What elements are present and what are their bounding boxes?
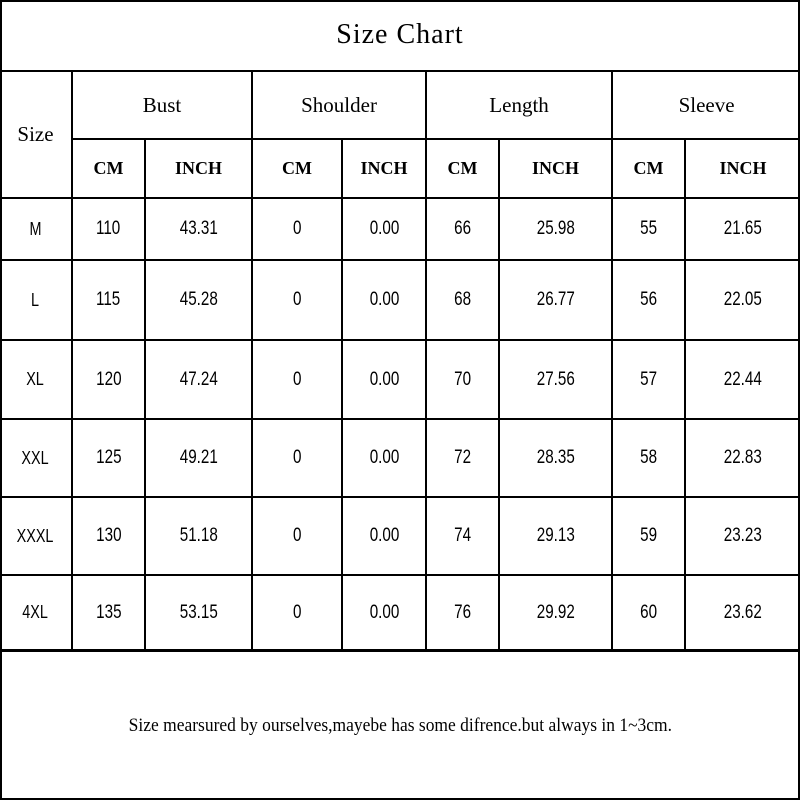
bust-inch-cell: 49.21 bbox=[145, 419, 252, 497]
sleeve-inch-cell: 21.65 bbox=[685, 198, 800, 260]
shoulder-cm-cell: 0 bbox=[252, 419, 342, 497]
shoulder-cm-cell: 0 bbox=[252, 575, 342, 650]
shoulder-inch-cell: 0.00 bbox=[342, 198, 426, 260]
shoulder-header: Shoulder bbox=[252, 72, 426, 139]
measurement-note-text: Size mearsured by ourselves,mayebe has some difrence.but always in 1~3cm. bbox=[128, 715, 672, 736]
table-row bbox=[0, 419, 800, 497]
bust-cm-cell: 125 bbox=[72, 419, 145, 497]
length-cm-cell: 66 bbox=[426, 198, 499, 260]
length-inch-cell: 26.77 bbox=[499, 260, 612, 340]
bust-inch-header: INCH bbox=[145, 139, 252, 198]
sleeve-inch-cell: 22.05 bbox=[685, 260, 800, 340]
bust-cm-cell: 110 bbox=[72, 198, 145, 260]
length-inch-cell: 28.35 bbox=[499, 419, 612, 497]
bust-cm-header: CM bbox=[72, 139, 145, 198]
table-row bbox=[0, 340, 800, 419]
sleeve-inch-header: INCH bbox=[685, 139, 800, 198]
shoulder-cm-cell: 0 bbox=[252, 198, 342, 260]
bust-cm-cell: 120 bbox=[72, 340, 145, 419]
shoulder-cm-cell: 0 bbox=[252, 340, 342, 419]
size-cell: L bbox=[0, 260, 72, 340]
sleeve-cm-cell: 60 bbox=[612, 575, 685, 650]
sleeve-inch-cell: 22.83 bbox=[685, 419, 800, 497]
length-inch-header: INCH bbox=[499, 139, 612, 198]
size-cell: XL bbox=[0, 340, 72, 419]
bust-header: Bust bbox=[72, 72, 252, 139]
length-inch-cell: 29.92 bbox=[499, 575, 612, 650]
shoulder-inch-cell: 0.00 bbox=[342, 497, 426, 575]
shoulder-cm-header: CM bbox=[252, 139, 342, 198]
sleeve-inch-cell: 22.44 bbox=[685, 340, 800, 419]
table-row bbox=[0, 575, 800, 650]
length-cm-cell: 74 bbox=[426, 497, 499, 575]
length-header: Length bbox=[426, 72, 612, 139]
size-header: Size bbox=[0, 72, 72, 198]
size-table bbox=[0, 72, 800, 651]
length-inch-cell: 29.13 bbox=[499, 497, 612, 575]
bust-inch-cell: 53.15 bbox=[145, 575, 252, 650]
table-row bbox=[0, 497, 800, 575]
shoulder-inch-cell: 0.00 bbox=[342, 260, 426, 340]
measurement-note bbox=[0, 650, 800, 800]
sleeve-cm-cell: 56 bbox=[612, 260, 685, 340]
shoulder-inch-cell: 0.00 bbox=[342, 575, 426, 650]
shoulder-cm-cell: 0 bbox=[252, 260, 342, 340]
bust-inch-cell: 51.18 bbox=[145, 497, 252, 575]
bust-cm-cell: 115 bbox=[72, 260, 145, 340]
length-inch-cell: 27.56 bbox=[499, 340, 612, 419]
bust-inch-cell: 43.31 bbox=[145, 198, 252, 260]
shoulder-inch-cell: 0.00 bbox=[342, 419, 426, 497]
length-cm-cell: 70 bbox=[426, 340, 499, 419]
sleeve-inch-cell: 23.23 bbox=[685, 497, 800, 575]
table-row bbox=[0, 198, 800, 260]
sleeve-cm-header: CM bbox=[612, 139, 685, 198]
table-row bbox=[0, 260, 800, 340]
bust-inch-cell: 45.28 bbox=[145, 260, 252, 340]
sleeve-cm-cell: 55 bbox=[612, 198, 685, 260]
bust-cm-cell: 130 bbox=[72, 497, 145, 575]
sleeve-header: Sleeve bbox=[612, 72, 800, 139]
length-cm-cell: 72 bbox=[426, 419, 499, 497]
length-inch-cell: 25.98 bbox=[499, 198, 612, 260]
size-cell: XXL bbox=[0, 419, 72, 497]
sleeve-cm-cell: 58 bbox=[612, 419, 685, 497]
length-cm-cell: 76 bbox=[426, 575, 499, 650]
sleeve-inch-cell: 23.62 bbox=[685, 575, 800, 650]
chart-title: Size Chart bbox=[0, 0, 800, 72]
header-row-groups bbox=[0, 72, 800, 139]
sleeve-cm-cell: 59 bbox=[612, 497, 685, 575]
size-cell: XXXL bbox=[0, 497, 72, 575]
shoulder-cm-cell: 0 bbox=[252, 497, 342, 575]
shoulder-inch-cell: 0.00 bbox=[342, 340, 426, 419]
shoulder-inch-header: INCH bbox=[342, 139, 426, 198]
sleeve-cm-cell: 57 bbox=[612, 340, 685, 419]
size-cell: M bbox=[0, 198, 72, 260]
header-row-units bbox=[0, 139, 800, 198]
size-cell: 4XL bbox=[0, 575, 72, 650]
length-cm-cell: 68 bbox=[426, 260, 499, 340]
bust-cm-cell: 135 bbox=[72, 575, 145, 650]
length-cm-header: CM bbox=[426, 139, 499, 198]
bust-inch-cell: 47.24 bbox=[145, 340, 252, 419]
